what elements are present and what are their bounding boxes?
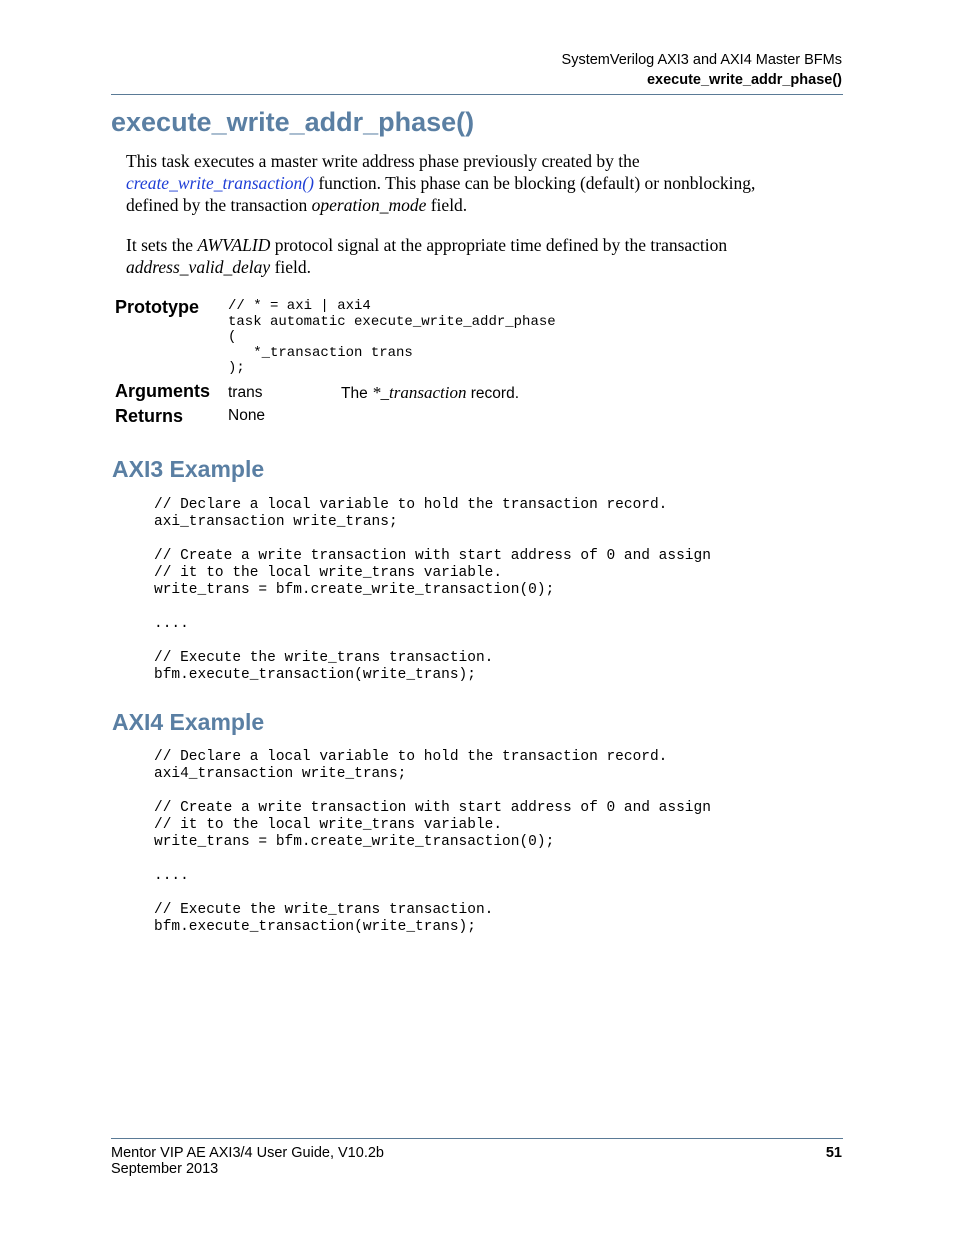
intro-paragraph-1: [126, 150, 826, 216]
intro-text: It sets the: [126, 235, 198, 255]
intro-text: defined by the transaction: [126, 195, 312, 215]
returns-value: None: [228, 407, 266, 424]
page-number: 51: [825, 1145, 842, 1161]
create-write-transaction-link[interactable]: create_write_transaction(): [126, 173, 314, 193]
axi4-example-code: // Declare a local variable to hold the transaction record. axi4_transaction write_trans; // Create a write transaction with start address of 0 and assign // it to the local write_trans variable. write_trans = bfm.create_write_transaction(0); .... // Execute the write_trans transaction. bfm.execute_transaction(write_trans);: [154, 749, 711, 935]
intro-text: field.: [270, 257, 312, 277]
header-rule: [111, 94, 843, 95]
intro-text: protocol signal at the appropriate time defined by the transaction: [270, 235, 728, 255]
footer-rule: [111, 1138, 843, 1139]
axi3-example-heading: AXI3 Example: [112, 456, 265, 482]
prototype-code: // * = axi | axi4 task automatic execute_write_addr_phase ( *_transaction trans );: [228, 298, 556, 376]
prototype-label: Prototype: [115, 297, 200, 317]
returns-label: Returns: [115, 406, 184, 426]
argument-desc-text: record.: [466, 385, 520, 402]
footer-date: September 2013: [111, 1161, 219, 1177]
header-title: SystemVerilog AXI3 and AXI4 Master BFMs: [561, 52, 842, 68]
axi4-example-heading: AXI4 Example: [112, 709, 265, 735]
field-name: address_valid_delay: [126, 257, 271, 277]
argument-desc-type: *_transaction: [372, 383, 467, 402]
argument-desc-text: The: [341, 385, 373, 402]
intro-text: function. This phase can be blocking (default) or nonblocking,: [313, 173, 756, 193]
intro-text: This task executes a master write address phase previously created by the: [126, 151, 640, 171]
header-subtitle: execute_write_addr_phase(): [646, 72, 842, 88]
footer-guide-title: Mentor VIP AE AXI3/4 User Guide, V10.2b: [111, 1145, 384, 1161]
argument-name: trans: [228, 384, 263, 401]
arguments-label: Arguments: [115, 381, 211, 401]
argument-description: [341, 383, 519, 403]
intro-text: field.: [426, 195, 468, 215]
intro-paragraph-2: [126, 234, 826, 278]
field-name: operation_mode: [311, 195, 427, 215]
signal-name: AWVALID: [197, 235, 271, 255]
page-title: execute_write_addr_phase(): [111, 107, 475, 137]
axi3-example-code: // Declare a local variable to hold the transaction record. axi_transaction write_trans; // Create a write transaction with start address of 0 and assign // it to the local write_trans variable. write_trans = bfm.create_write_transaction(0); .... // Execute the write_trans transaction. bfm.execute_transaction(write_trans);: [154, 497, 711, 683]
